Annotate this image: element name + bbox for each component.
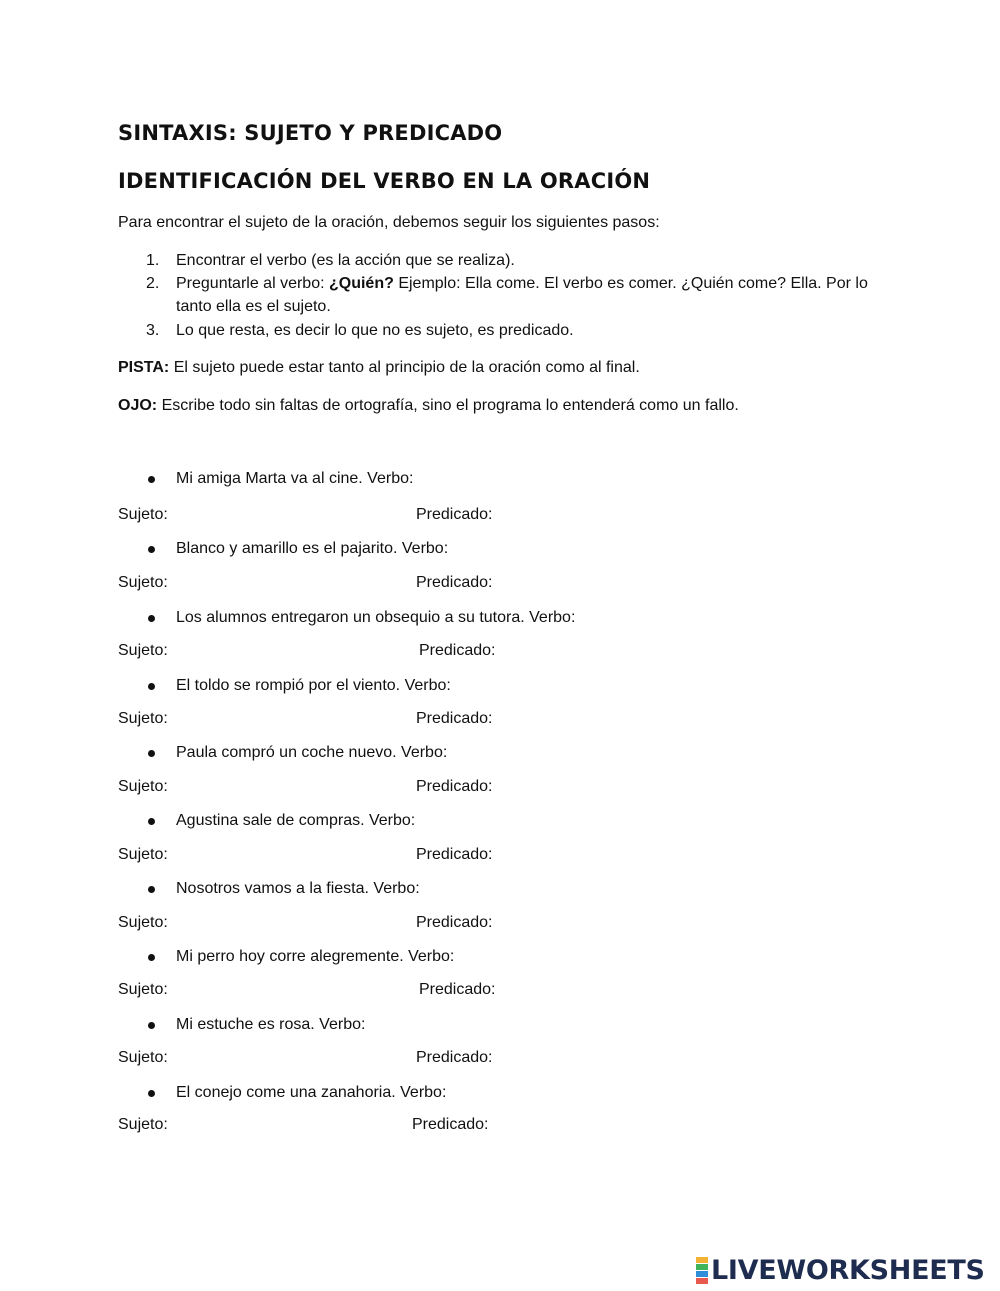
predicate-label: Predicado: <box>419 981 496 998</box>
logo-block <box>696 1257 708 1263</box>
list-number: 2. <box>146 275 160 292</box>
logo-blocks-icon <box>696 1257 708 1284</box>
predicate-label: Predicado: <box>416 574 493 591</box>
page-title: SINTAXIS: SUJETO Y PREDICADO <box>118 121 503 145</box>
hint-note: PISTA: El sujeto puede estar tanto al principio de la oración como al final. <box>118 359 640 376</box>
predicate-label: Predicado: <box>416 846 493 863</box>
hint-label: PISTA: <box>118 359 170 376</box>
predicate-label: Predicado: <box>416 1049 493 1066</box>
bullet-icon <box>148 886 155 893</box>
warning-label: OJO: <box>118 397 158 414</box>
logo-block <box>696 1278 708 1284</box>
exercise-sentence: Los alumnos entregaron un obsequio a su tutora. Verbo: <box>176 609 576 626</box>
subject-label: Sujeto: <box>118 1116 168 1133</box>
step-text: Encontrar el verbo (es la acción que se realiza). <box>176 252 515 269</box>
bullet-icon <box>148 615 155 622</box>
subject-label: Sujeto: <box>118 574 168 591</box>
subject-label: Sujeto: <box>118 846 168 863</box>
logo-block <box>696 1271 708 1277</box>
predicate-label: Predicado: <box>412 1116 489 1133</box>
predicate-label: Predicado: <box>416 506 493 523</box>
intro-text: Para encontrar el sujeto de la oración, debemos seguir los siguientes pasos: <box>118 214 660 231</box>
subject-label: Sujeto: <box>118 1049 168 1066</box>
exercise-sentence: Nosotros vamos a la fiesta. Verbo: <box>176 880 420 897</box>
step-text-continued: tanto ella es el sujeto. <box>176 298 331 315</box>
subject-label: Sujeto: <box>118 778 168 795</box>
subject-label: Sujeto: <box>118 642 168 659</box>
bullet-icon <box>148 546 155 553</box>
bullet-icon <box>148 750 155 757</box>
subject-label: Sujeto: <box>118 914 168 931</box>
exercise-sentence: Mi amiga Marta va al cine. Verbo: <box>176 470 414 487</box>
predicate-label: Predicado: <box>416 914 493 931</box>
exercise-sentence: Mi perro hoy corre alegremente. Verbo: <box>176 948 455 965</box>
page-subtitle: IDENTIFICACIÓN DEL VERBO EN LA ORACIÓN <box>118 169 651 193</box>
list-number: 3. <box>146 322 160 339</box>
liveworksheets-logo <box>696 1255 985 1286</box>
exercise-sentence: El toldo se rompió por el viento. Verbo: <box>176 677 451 694</box>
exercise-sentence: Paula compró un coche nuevo. Verbo: <box>176 744 448 761</box>
exercise-sentence: Agustina sale de compras. Verbo: <box>176 812 416 829</box>
predicate-label: Predicado: <box>416 710 493 727</box>
step-text: Preguntarle al verbo: ¿Quién? Ejemplo: Ella come. El verbo es comer. ¿Quién come? Ella. Por lo <box>176 275 868 292</box>
predicate-label: Predicado: <box>419 642 496 659</box>
bullet-icon <box>148 818 155 825</box>
exercise-sentence: El conejo come una zanahoria. Verbo: <box>176 1084 447 1101</box>
logo-block <box>696 1264 708 1270</box>
bullet-icon <box>148 1022 155 1029</box>
subject-label: Sujeto: <box>118 710 168 727</box>
question-word: ¿Quién? <box>328 275 394 292</box>
bullet-icon <box>148 1090 155 1097</box>
exercise-sentence: Blanco y amarillo es el pajarito. Verbo: <box>176 540 449 557</box>
exercise-sentence: Mi estuche es rosa. Verbo: <box>176 1016 366 1033</box>
bullet-icon <box>148 476 155 483</box>
subject-label: Sujeto: <box>118 981 168 998</box>
list-number: 1. <box>146 252 160 269</box>
bullet-icon <box>148 683 155 690</box>
logo-text: LIVEWORKSHEETS <box>711 1255 985 1286</box>
subject-label: Sujeto: <box>118 506 168 523</box>
bullet-icon <box>148 954 155 961</box>
predicate-label: Predicado: <box>416 778 493 795</box>
warning-note: OJO: Escribe todo sin faltas de ortografía, sino el programa lo entenderá como un fallo. <box>118 397 739 414</box>
step-text: Lo que resta, es decir lo que no es sujeto, es predicado. <box>176 322 574 339</box>
